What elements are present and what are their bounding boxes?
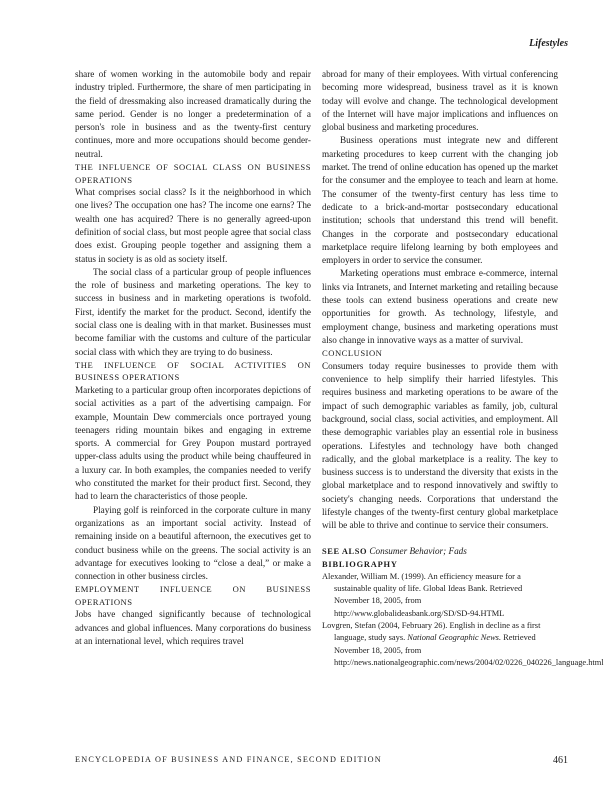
paragraph: What comprises social class? Is it the neighborhood in which one lives? The occupation one has? The income one earns? The wealth one has acquired? There is no generally agreed-upon definition of social class, but most people agree that social class does exist. Grouping people together and assigning them a status in society is as old as society itself.: [75, 187, 311, 264]
see-also-label: SEE ALSO: [322, 546, 368, 556]
bib-text: Retrieved November 18, 2005, from http://news.nationalgeographic.com/news/2004/02/0226_040226_language.html: [334, 633, 604, 667]
page-number: 461: [553, 755, 568, 766]
bib-journal: National Geographic News.: [407, 633, 502, 643]
paragraph: abroad for many of their employees. With virtual conferencing becoming more widespread, business travel as it is known today will evolve and change. The technological development of the Internet will have major implications and influences on global business and marketing procedures.: [322, 69, 558, 133]
paragraph: The social class of a particular group of people influences the role of business and marketing operations. The key to success in business and in marketing operations is twofold. First, identify the market for the product. Second, identify the social class one is dealing with in that market. Businesses must become familiar with the customs and culture of the particular social class with which they are trying to do business.: [75, 266, 311, 357]
see-also-refs: Consumer Behavior; Fads: [369, 545, 467, 556]
running-head: Lifestyles: [529, 38, 568, 49]
paragraph: share of women working in the automobile body and repair industry tripled. Furthermore, the share of men participating in the field of dressmaking also increased dramatically during the same period. Gender is no longer a predetermination of a person's role in business and as the twenty-first century continues, more and more occupations should become gender-neutral.: [75, 69, 311, 159]
bib-text: Lovgren, Stefan (2004, February 26). English in decline as a first language, study says.: [322, 621, 541, 643]
section-heading: CONCLUSION: [322, 348, 383, 359]
paragraph: Marketing to a particular group often incorporates depictions of social activities as a part of the advertising campaign. For example, Mountain Dew commercials once portrayed young teenagers riding mountain bikes and engaging in extreme sports. A commercial for Grey Poupon mustard portrayed upper-class adults using the product while being chauffeured in a luxury car. In both examples, the companies needed to verify who constituted the market for their product first. Second, they had to learn the characteristics of those people.: [75, 384, 311, 502]
bibliography-heading: BIBLIOGRAPHY: [322, 559, 398, 569]
paragraph: Jobs have changed significantly because of technological advances and global influences. Many corporations do business at an international level, which requires travel: [75, 609, 311, 646]
left-column: [75, 68, 311, 648]
section-heading: EMPLOYMENT INFLUENCE ON BUSINESS OPERATIONS: [75, 584, 311, 607]
bib-text: Alexander, William M. (1999). An efficiency measure for a sustainable quality of life. Global Ideas Bank. Retrieved November 18, 2005, from http://www.globalideasbank.org/SD/SD-94.HTML: [322, 571, 523, 618]
section-heading: THE INFLUENCE OF SOCIAL CLASS ON BUSINESS OPERATIONS: [75, 162, 311, 185]
paragraph: Playing golf is reinforced in the corporate culture in many organizations as an important social activity. Instead of remaining inside on a beautiful afternoon, the executives get to conduct business while on the greens. The social activity is an advantage for executives looking to “close a deal,” or make a connection in other business circles.: [75, 504, 311, 582]
bibliography-entry: [322, 620, 604, 669]
bibliography-entry: [322, 571, 558, 620]
paragraph: Consumers today require businesses to provide them with convenience to help simplify their harried lifestyles. This requires business and marketing operations to be aware of the impact of such demographic variables as family, job, cultural background, social class, social activities, and employment. All these demographic variables play an essential role in business operations. Lifestyles and technology have both changed radically, and the global marketplace is a reality. The key to business success is to understand the diversity that exists in the global marketplace and to respond innovatively and swiftly to society's changing needs. Corporations that understand the lifestyle changes of the twenty-first century global marketplace will be able to thrive and continue to service their consumers.: [322, 360, 558, 531]
paragraph: Marketing operations must embrace e-commerce, internal links via Intranets, and Internet marketing and retailing because these tools can extend business operations and create new opportunities for growth. As technology, lifestyle, and employment change, business and marketing operations must also change in innovative ways as a matter of survival.: [322, 268, 558, 345]
page-footer: [75, 755, 568, 766]
footer-title: ENCYCLOPEDIA OF BUSINESS AND FINANCE, SECOND EDITION: [75, 755, 382, 764]
section-heading: THE INFLUENCE OF SOCIAL ACTIVITIES ON BUSINESS OPERATIONS: [75, 359, 311, 383]
paragraph: Business operations must integrate new and different marketing procedures to keep current with the changing job market. The trend of online education has opened up the market for the consumer and the employee to teach and learn at home. The consumer of the twenty-first century has less time to dedicate to a brick-and-mortar postsecondary educational institution; schools that understand this trend will benefit. Changes in the corporate and postsecondary educational marketplace require lifelong learning by both employees and employers in order to service the consumer.: [322, 135, 558, 266]
see-also: [322, 545, 558, 558]
right-column: [322, 68, 604, 669]
